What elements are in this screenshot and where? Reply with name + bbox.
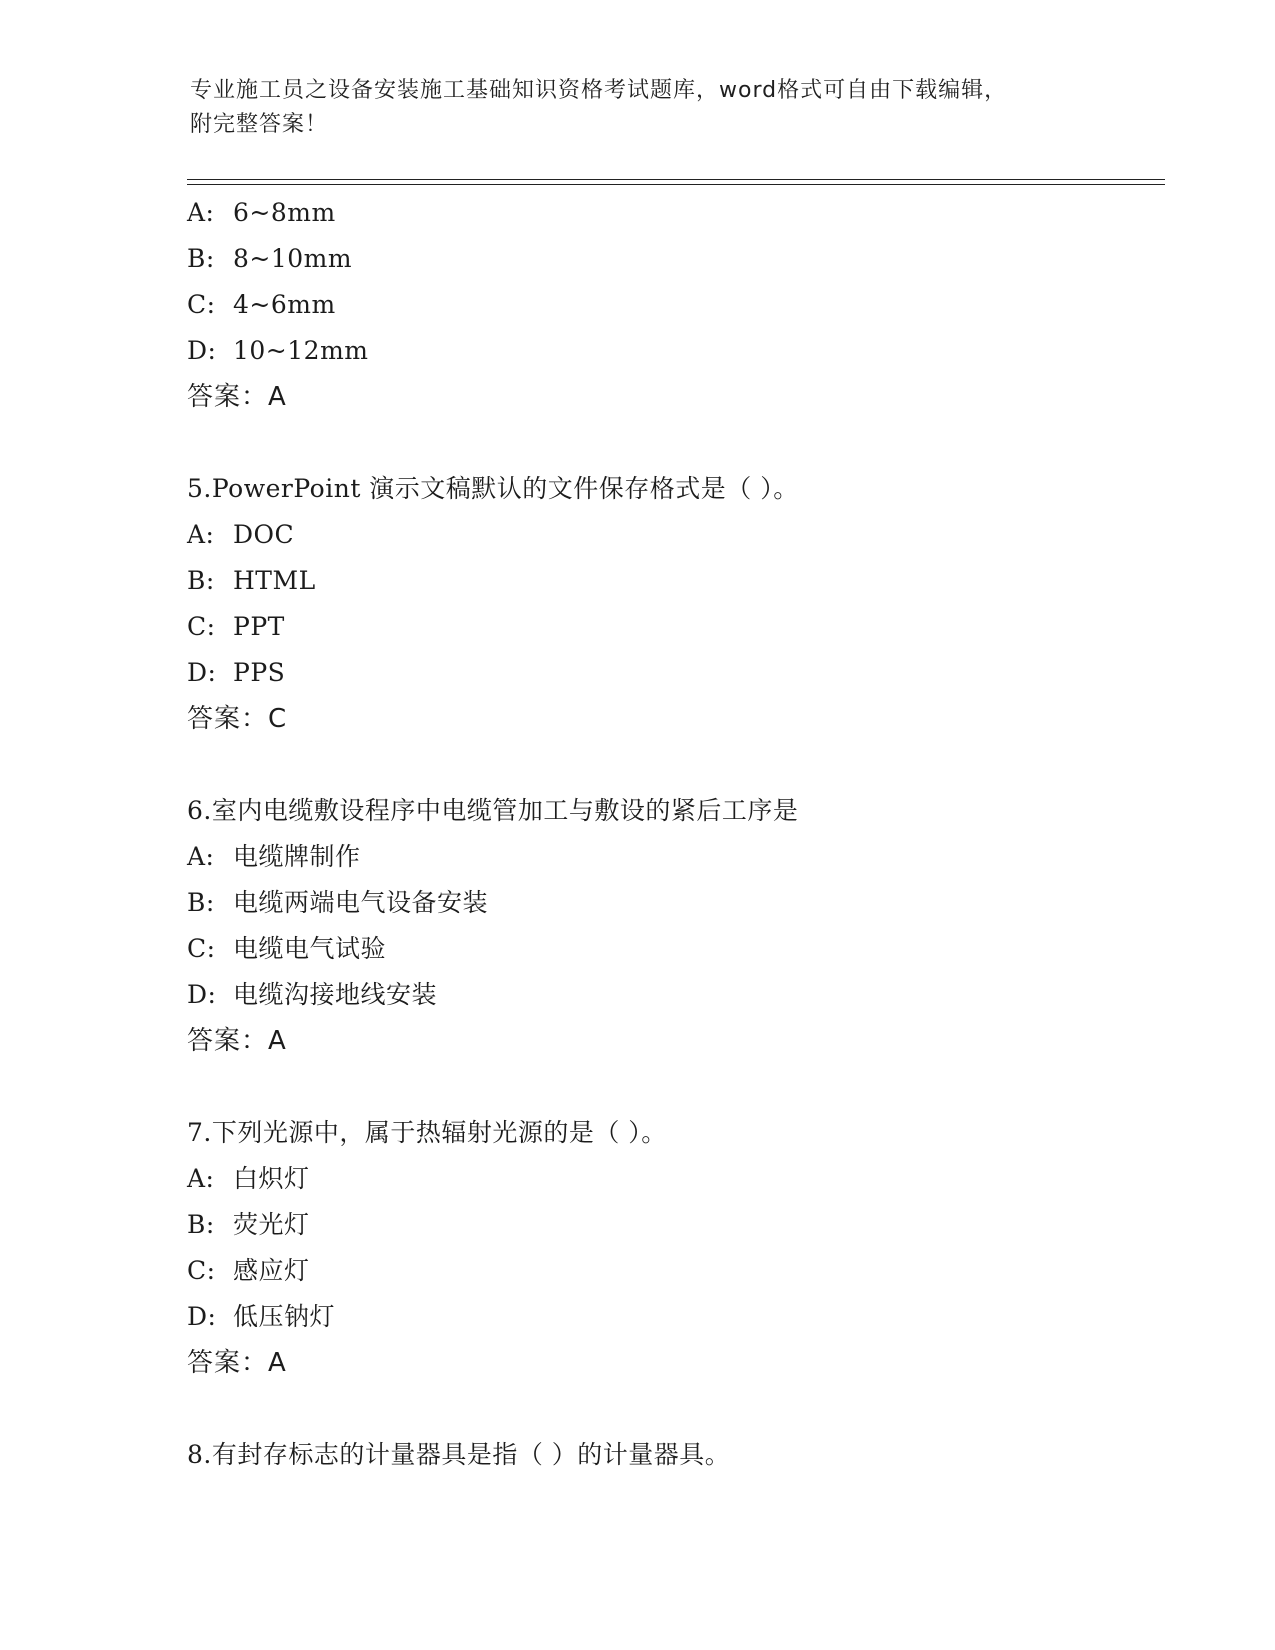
answer-line: 答案：A bbox=[187, 1348, 287, 1378]
option-text: 10~12mm bbox=[233, 336, 369, 365]
option-d bbox=[187, 972, 1167, 1018]
option-label: B: bbox=[187, 244, 215, 273]
question-block-5 bbox=[187, 466, 1167, 742]
question-text: 5.PowerPoint 演示文稿默认的文件保存格式是（ ）。 bbox=[187, 474, 799, 503]
option-c bbox=[187, 282, 1167, 328]
spacer bbox=[187, 1386, 1167, 1432]
option-text: 电缆电气试验 bbox=[233, 934, 387, 963]
question-block-4 bbox=[187, 190, 1167, 420]
option-label: A: bbox=[187, 520, 215, 549]
option-label: C: bbox=[187, 612, 216, 641]
option-label: C: bbox=[187, 1256, 216, 1285]
option-label: B: bbox=[187, 1210, 215, 1239]
option-text: 感应灯 bbox=[233, 1256, 310, 1285]
option-a bbox=[187, 512, 1167, 558]
option-b bbox=[187, 1202, 1167, 1248]
header-line-2: 附完整答案！ bbox=[190, 112, 329, 137]
question-block-6 bbox=[187, 788, 1167, 1064]
option-label: A: bbox=[187, 198, 215, 227]
option-text: HTML bbox=[233, 566, 316, 595]
header-line-1: 专业施工员之设备安装施工基础知识资格考试题库，word格式可自由下载编辑， bbox=[190, 78, 1008, 103]
option-label: C: bbox=[187, 934, 216, 963]
question-list bbox=[187, 190, 1167, 1478]
option-a bbox=[187, 1156, 1167, 1202]
option-label: C: bbox=[187, 290, 216, 319]
option-c bbox=[187, 604, 1167, 650]
document-header bbox=[190, 74, 1090, 142]
header-rule-top bbox=[187, 179, 1165, 180]
spacer bbox=[187, 742, 1167, 788]
option-label: A: bbox=[187, 842, 215, 871]
question-block-7 bbox=[187, 1110, 1167, 1386]
option-b bbox=[187, 236, 1167, 282]
option-text: DOC bbox=[233, 520, 295, 549]
question-text: 8.有封存标志的计量器具是指（ ）的计量器具。 bbox=[187, 1440, 731, 1469]
option-label: B: bbox=[187, 888, 215, 917]
question-text: 6.室内电缆敷设程序中电缆管加工与敷设的紧后工序是 bbox=[187, 796, 799, 825]
option-b bbox=[187, 880, 1167, 926]
option-a bbox=[187, 834, 1167, 880]
option-text: 6~8mm bbox=[233, 198, 336, 227]
option-d bbox=[187, 328, 1167, 374]
option-b bbox=[187, 558, 1167, 604]
option-label: D: bbox=[187, 336, 217, 365]
option-text: PPT bbox=[233, 612, 285, 641]
answer-line: 答案：A bbox=[187, 1026, 287, 1056]
option-text: 电缆沟接地线安装 bbox=[233, 980, 438, 1009]
header-rule-bottom bbox=[187, 184, 1165, 185]
answer-line: 答案：C bbox=[187, 704, 288, 734]
option-label: D: bbox=[187, 1302, 217, 1331]
option-text: 电缆两端电气设备安装 bbox=[233, 888, 489, 917]
option-text: 8~10mm bbox=[233, 244, 353, 273]
question-text: 7.下列光源中，属于热辐射光源的是（ ）。 bbox=[187, 1118, 667, 1147]
option-text: 低压钠灯 bbox=[233, 1302, 336, 1331]
option-d bbox=[187, 650, 1167, 696]
answer-line: 答案：A bbox=[187, 382, 287, 412]
option-text: 电缆牌制作 bbox=[233, 842, 361, 871]
option-label: D: bbox=[187, 980, 217, 1009]
option-label: B: bbox=[187, 566, 215, 595]
spacer bbox=[187, 420, 1167, 466]
option-c bbox=[187, 1248, 1167, 1294]
question-block-8 bbox=[187, 1432, 1167, 1478]
option-label: A: bbox=[187, 1164, 215, 1193]
option-text: 荧光灯 bbox=[233, 1210, 310, 1239]
option-c bbox=[187, 926, 1167, 972]
option-label: D: bbox=[187, 658, 217, 687]
option-d bbox=[187, 1294, 1167, 1340]
option-text: 4~6mm bbox=[233, 290, 336, 319]
option-text: PPS bbox=[233, 658, 286, 687]
option-text: 白炽灯 bbox=[233, 1164, 310, 1193]
spacer bbox=[187, 1064, 1167, 1110]
option-a bbox=[187, 190, 1167, 236]
